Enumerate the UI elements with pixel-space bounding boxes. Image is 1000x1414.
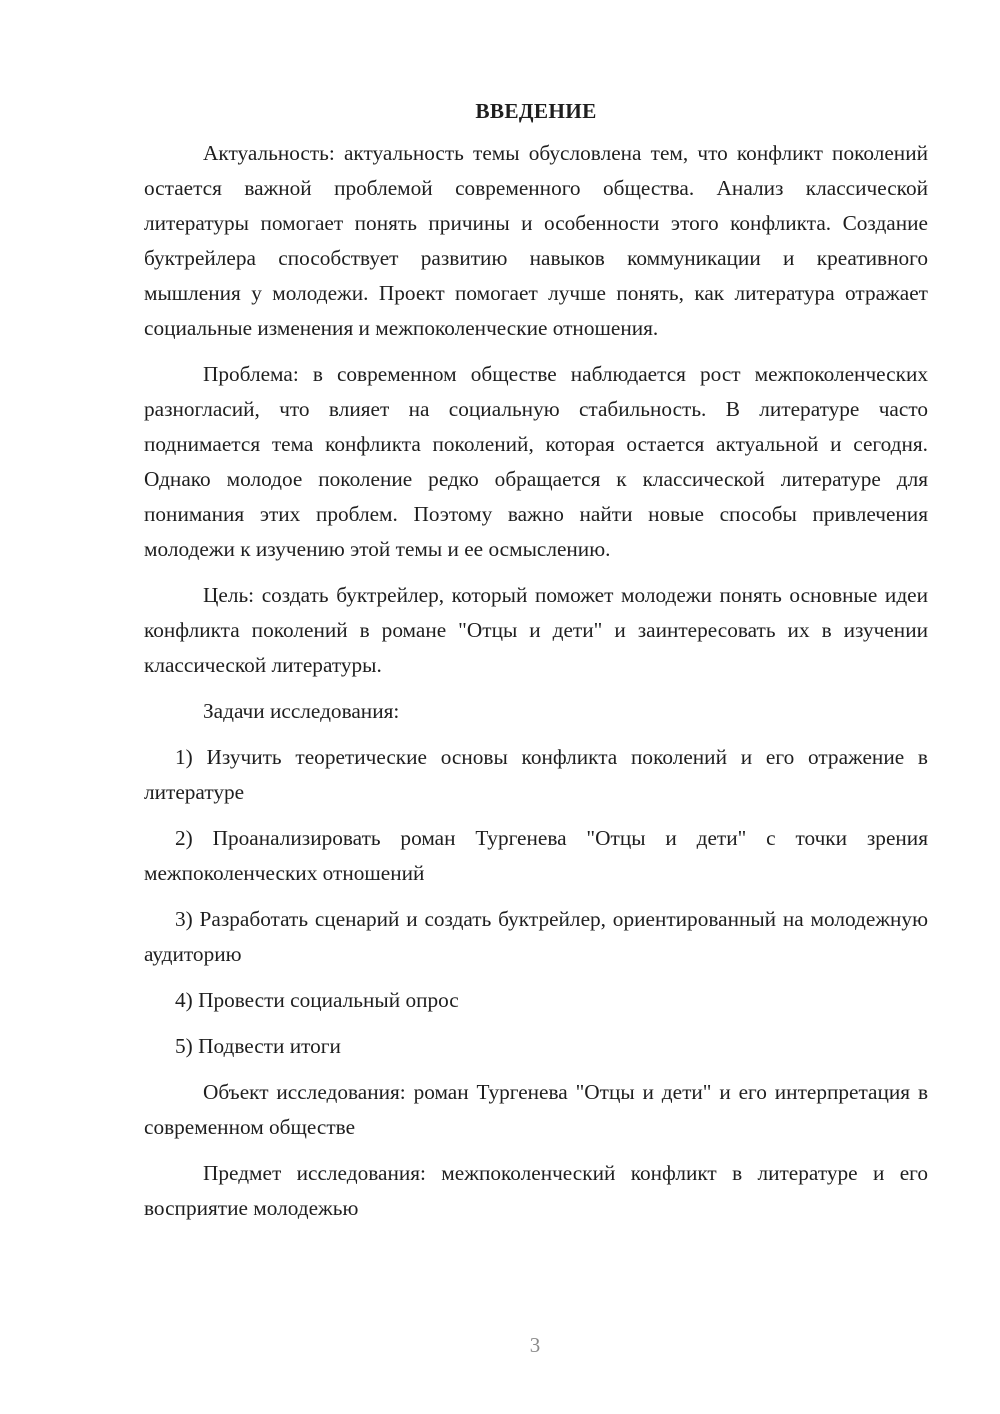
paragraph-relevance: Актуальность: актуальность темы обусловлена тем, что конфликт поколений остается важной проблемой современного общества. Анализ классической литературы помогает понять причины и особенности этого конфликта. Создание буктрейлера способствует развитию навыков коммуникации и креативного мышления у молодежи. Проект помогает лучше понять, как литература отражает социальные изменения и межпоколенческие отношения.	[144, 141, 928, 340]
paragraph-problem: Проблема: в современном обществе наблюдается рост межпоколенческих разногласий, что влияет на социальную стабильность. В литературе часто поднимается тема конфликта поколений, которая остается актуальной и сегодня. Однако молодое поколение редко обращается к классической литературе для понимания этих проблем. Поэтому важно найти новые способы привлечения молодежи к изучению этой темы и ее осмыслению.	[144, 362, 928, 561]
task-item-1: 1) Изучить теоретические основы конфликта поколений и его отражение в литературе	[144, 745, 928, 804]
paragraph-subject: Предмет исследования: межпоколенческий конфликт в литературе и его восприятие молодежью	[144, 1161, 928, 1220]
task-item-2: 2) Проанализировать роман Тургенева "Отцы и дети" с точки зрения межпоколенческих отношений	[144, 826, 928, 885]
page-content	[144, 96, 928, 1237]
paragraph-goal: Цель: создать буктрейлер, который поможет молодежи понять основные идеи конфликта поколений в романе "Отцы и дети" и заинтересовать их в изучении классической литературы.	[144, 583, 928, 677]
paragraph-tasks-heading: Задачи исследования:	[203, 699, 400, 723]
section-title: ВВЕДЕНИЕ	[475, 99, 597, 123]
task-item-4: 4) Провести социальный опрос	[175, 988, 459, 1012]
task-item-3: 3) Разработать сценарий и создать буктрейлер, ориентированный на молодежную аудиторию	[144, 907, 928, 966]
task-item-5: 5) Подвести итоги	[175, 1034, 341, 1058]
page-number: 3	[529, 1333, 541, 1357]
paragraph-object: Объект исследования: роман Тургенева "Отцы и дети" и его интерпретация в современном обществе	[144, 1080, 928, 1139]
